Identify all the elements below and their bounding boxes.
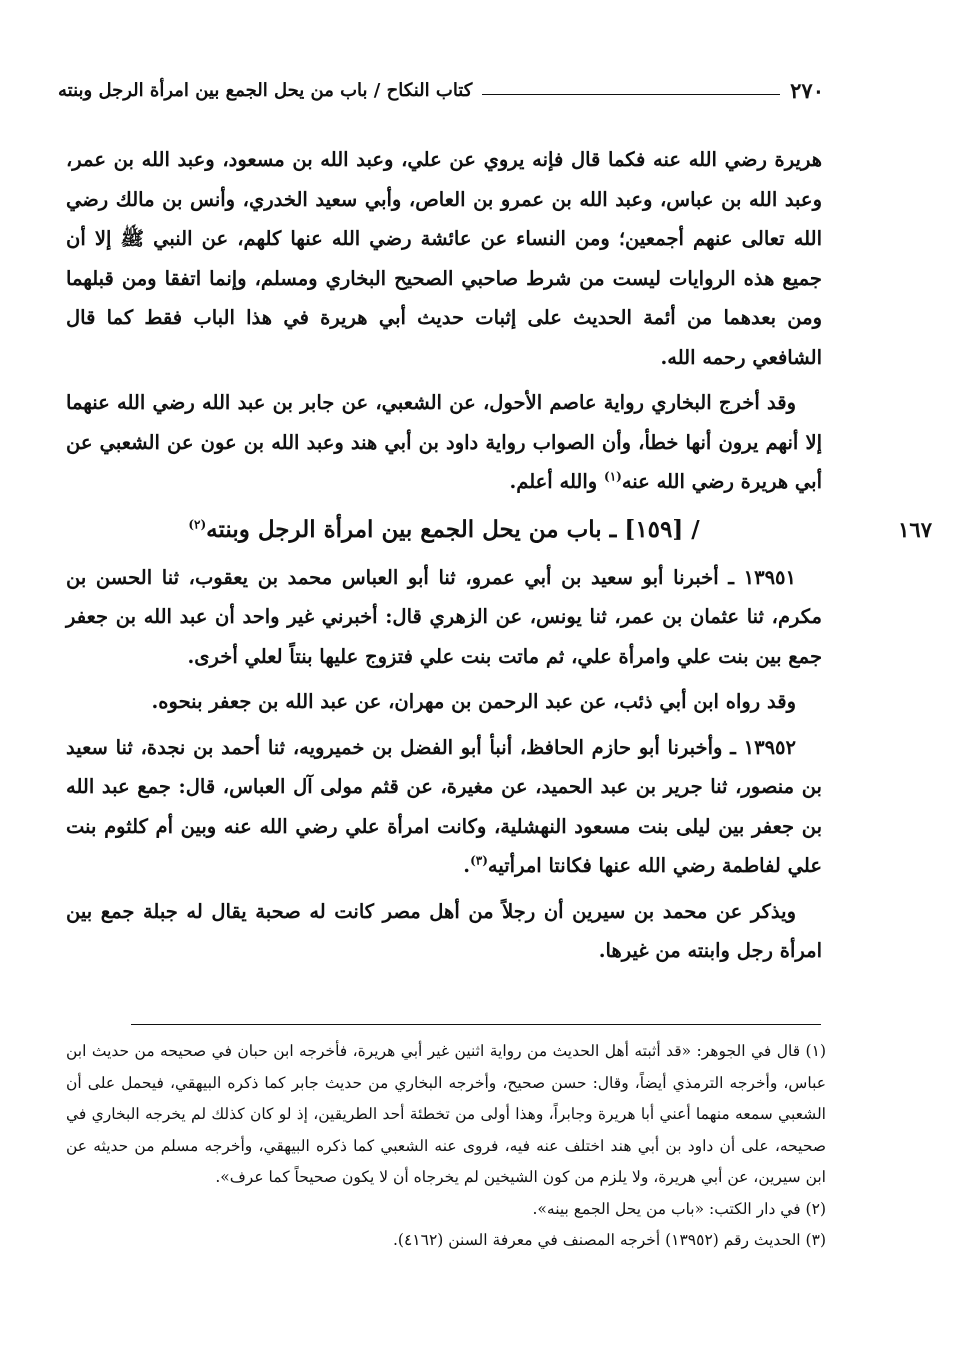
- running-header: [58, 70, 824, 110]
- paragraph-ibn-abi-dhib: وقد رواه ابن أبي ذئب، عن عبد الرحمن بن مهران، عن عبد الله بن جعفر بنحوه.: [151, 690, 796, 713]
- footnote-marker: (١): [805, 1042, 826, 1060]
- footnote-ref-3[interactable]: (٣): [470, 853, 488, 868]
- footnote-1: [66, 1036, 826, 1194]
- paragraph-text-end: والله أعلم.: [509, 470, 604, 493]
- margin-number: ١٦٧: [898, 516, 932, 542]
- chapter-heading: [66, 508, 932, 552]
- paragraph-ibn-sirin: ويذكر عن محمد بن سيرين أن رجلاً من أهل مصر كانت له صحبة يقال له جبلة جمع بين امرأة رجل وابنته من غيرها.: [66, 899, 822, 962]
- hadith-text: ـ وأخبرنا أبو حازم الحافظ، أنبأ أبو الفضل بن خميرويه، ثنا أحمد بن نجدة، ثنا سعيد بن منصور، ثنا جرير بن عبد الحميد، عن مغيرة، عن قثم مولى آل العباس، قال: جمع عبد الله بن جعفر بين ليلى بنت مسعود النهشلية، وكانت امرأة علي رضي الله عنه وبين أم كلثوم بنت علي لفاطمة رضي الله عنها فكانتا امرأتيه: [66, 735, 822, 877]
- footnote-text: في دار الكتب: «باب من يحل الجمع بينه».: [532, 1199, 801, 1218]
- header-rule: [482, 94, 780, 95]
- footnote-2: [66, 1194, 826, 1226]
- hadith-text: ـ أخبرنا أبو سعيد بن أبي عمرو، ثنا أبو العباس محمد بن يعقوب، ثنا الحسن بن مكرم، ثنا عثمان بن عمر، ثنا يونس، عن الزهري قال: أخبرني غير واحد أن عبد الله بن جعفر جمع بين بنت علي وامرأة علي، ثم ماتت بنت علي فتزوج عليها بنتاً لعلي أخرى.: [66, 565, 822, 668]
- footnote-ref-2[interactable]: (٢): [188, 516, 207, 531]
- chapter-title: / [١٥٩] ـ باب من يحل الجمع بين امرأة الرجل وبنته: [206, 515, 700, 543]
- footnote-text: الحديث رقم (١٣٩٥٢) أخرجه المصنف في معرفة السنن (٤١٦٢).: [392, 1231, 801, 1249]
- footnote-separator: [131, 1024, 821, 1025]
- footnote-3: [66, 1225, 826, 1257]
- hadith-number: ١٣٩٥٢: [743, 735, 796, 759]
- paragraph-text: وقد أخرج البخاري رواية عاصم الأحول، عن الشعبي، عن جابر بن عبد الله رضي الله عنهما إلا أنهم يرون أنها خطأ، وأن الصواب رواية داود بن أبي هند وعبد الله بن عون عن الشعبي عن أبي هريرة رضي الله عنه: [66, 391, 822, 493]
- paragraph-abu-hurayra: هريرة رضي الله عنه فكما قال فإنه يروي عن علي، وعبد الله بن مسعود، وعبد الله بن عمر، وعبد الله بن عباس، وعبد الله بن عمرو بن العاص، وأبي سعيد الخدري، وأنس بن مالك رضي الله تعالى عنهم أجمعين؛ ومن النساء عن عائشة رضي الله عنها كلهم، عن النبي ﷺ إلا أن جميع هذه الروايات ليست من شرط صاحبي الصحيح البخاري ومسلم، وإنما اتفقا ومن قبلهما ومن بعدهما من أئمة الحديث على إثبات حديث أبي هريرة في هذا الباب فقط كما قال الشافعي رحمه الله.: [66, 148, 822, 369]
- footnote-marker: (٢): [805, 1199, 826, 1218]
- paragraph-bukhari-narration: [66, 383, 822, 502]
- footnotes: [66, 1036, 826, 1257]
- main-text: [66, 140, 932, 977]
- hadith-text-end: .: [463, 854, 471, 877]
- hadith-13951: [66, 558, 822, 677]
- footnote-marker: (٣): [805, 1231, 826, 1249]
- hadith-13952: [66, 728, 822, 886]
- footnote-ref-1[interactable]: (١): [604, 469, 622, 484]
- footnote-text: قال في الجوهر: «قد أثبته أهل الحديث من رواية اثنين غير أبي هريرة، فأخرجه ابن حبان في صحيحه من حديث ابن عباس، وأخرجه الترمذي أيضاً، وقال: حسن صحيح، وأخرجه البخاري من حديث جابر كما ذكره البيهقي، فيحمل على أن الشعبي سمعه منهما أعني أبا هريرة وجابراً، وهذا أولى من تخطئة أحد الطريقين، إذ لو كان كذلك لم يخرجه البخاري في صحيحه، على أن داود بن أبي هند اختلف عنه فيه، فروى عنه الشعبي كما ذكره البيهقي، وأخرجه مسلم من حديثه عن ابن سيرين، عن أبي هريرة، ولا يلزم من كون الشيخين لم يخرجاه أن لا يكون صحيحاً كما عرف».: [66, 1042, 826, 1186]
- running-title: كتاب النكاح / باب من يحل الجمع بين امرأة الرجل وبنته: [58, 79, 473, 101]
- page-number: ٢٧٠: [790, 77, 824, 103]
- hadith-number: ١٣٩٥١: [743, 565, 796, 589]
